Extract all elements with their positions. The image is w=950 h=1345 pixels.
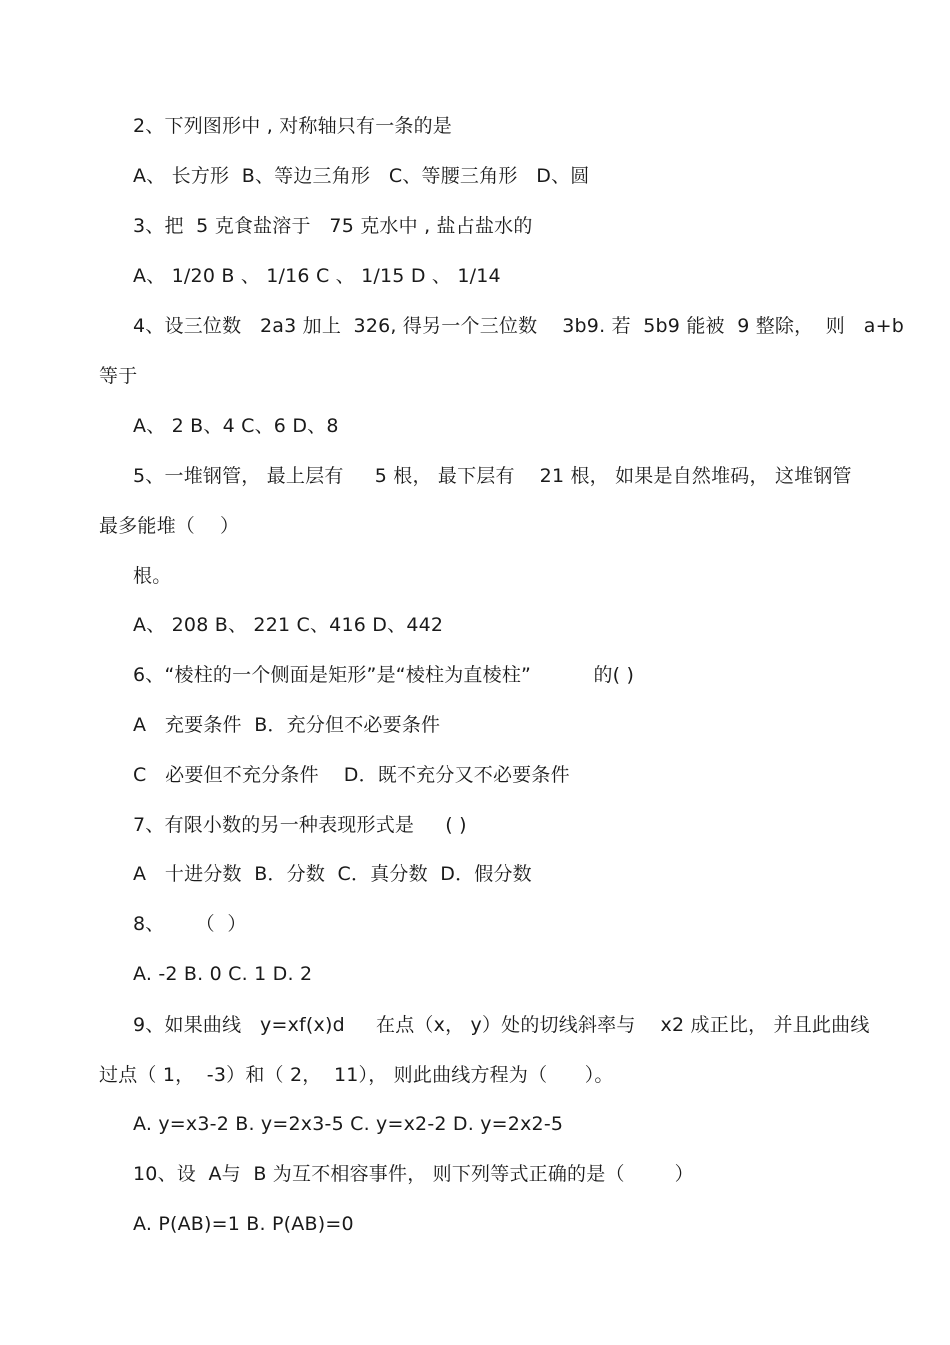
question-6-options-ab: A 充要条件 B．充分但不必要条件 (133, 714, 441, 736)
question-5-text-cont-2: 根。 (133, 565, 172, 587)
question-5-text-cont: 最多能堆（ ） (99, 515, 240, 537)
question-3-text: 3、把 5 克食盐溶于 75 克水中 , 盐占盐水的 (133, 215, 533, 237)
question-4-options: A、 2 B、4 C、6 D、8 (133, 415, 339, 437)
question-8-text: 8、 （ ） (133, 913, 247, 935)
question-6-text: 6、“棱柱的一个侧面是矩形”是“棱柱为直棱柱” 的( ) (133, 664, 635, 686)
question-2-text: 2、下列图形中 , 对称轴只有一条的是 (133, 115, 453, 137)
question-2-options: A、 长方形 B、等边三角形 C、等腰三角形 D、圆 (133, 165, 590, 187)
question-9-options: A. y=x3-2 B. y=2x3-5 C. y=x2-2 D. y=2x2-5 (133, 1113, 564, 1135)
question-9-text-cont: 过点（ 1， -3）和（ 2， 11）， 则此曲线方程为（ ）。 (99, 1064, 614, 1086)
question-5-options: A、 208 B、 221 C、416 D、442 (133, 614, 444, 636)
question-10-text: 10、设 A与 B 为互不相容事件， 则下列等式正确的是（ ） (133, 1163, 694, 1185)
question-4-text-cont: 等于 (99, 365, 138, 387)
question-5-text: 5、一堆钢管， 最上层有 5 根， 最下层有 21 根， 如果是自然堆码， 这堆钢管 (133, 465, 852, 487)
question-7-text: 7、有限小数的另一种表现形式是 ( ) (133, 814, 467, 836)
question-9-text: 9、如果曲线 y=xf(x)d 在点（x， y）处的切线斜率与 x2 成正比， 并且此曲线 (133, 1014, 870, 1036)
question-10-options: A. P(AB)=1 B. P(AB)=0 (133, 1213, 354, 1235)
question-7-options: A 十进分数 B．分数 C．真分数 D．假分数 (133, 863, 532, 885)
question-4-text: 4、设三位数 2a3 加上 326, 得另一个三位数 3b9. 若 5b9 能被 9 整除， 则 a+b (133, 315, 904, 337)
question-8-options: A. -2 B. 0 C. 1 D. 2 (133, 963, 313, 985)
question-6-options-cd: C 必要但不充分条件 D．既不充分又不必要条件 (133, 764, 570, 786)
question-3-options: A、 1/20 B 、 1/16 C 、 1/15 D 、 1/14 (133, 265, 501, 287)
